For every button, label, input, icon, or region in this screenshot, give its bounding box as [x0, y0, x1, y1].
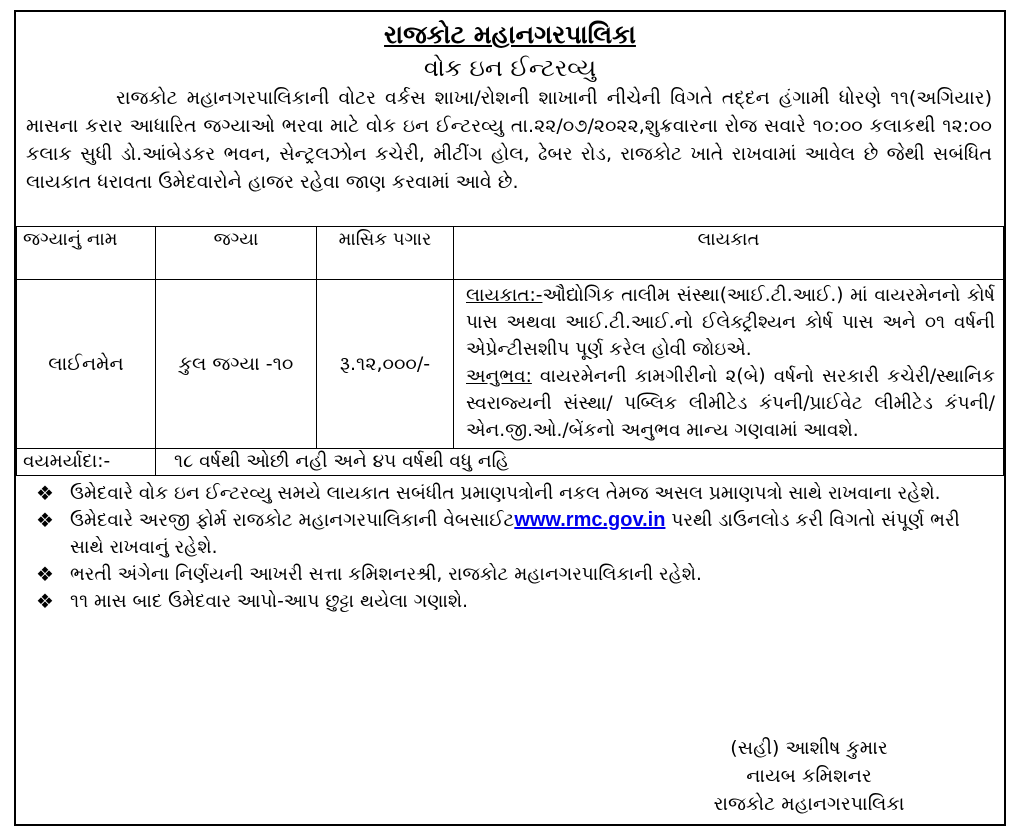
table-row: [17, 280, 1004, 449]
signatory-office: રાજકોટ મહાનગરપાલિકા: [713, 793, 905, 815]
header-qualification: લાયકાત: [454, 227, 1004, 280]
header-post-name: જગ્યાનું નામ: [17, 227, 156, 280]
list-item: [34, 480, 994, 507]
diamond-bullet-icon: ❖: [36, 508, 54, 532]
experience-label: અનુભવ:: [466, 366, 532, 387]
note-text: ભરતી અંગેના નિર્ણયની આખરી સત્તા કમિશનરશ્રી, રાજકોટ મહાનગરપાલિકાની રહેશે.: [70, 564, 702, 585]
header-salary: માસિક પગાર: [317, 227, 454, 280]
diamond-bullet-icon: ❖: [36, 562, 54, 586]
website-link[interactable]: www.rmc.gov.in: [514, 509, 666, 531]
diamond-bullet-icon: ❖: [36, 589, 54, 613]
cell-qualification: [454, 280, 1004, 449]
note-text: ઉમેદવારે વોક ઇન ઈન્ટરવ્યુ સમયે લાયકાત સબંધીત પ્રમાણપત્રોની નકલ તેમજ અસલ પ્રમાણપત્રો સાથે રાખવાના રહેશે.: [70, 483, 941, 504]
experience-text: વાયરમેનની કામગીરીનો ૨(બે) વર્ષનો સરકારી કચેરી/સ્થાનિક સ્વરાજ્યની સંસ્થા/ પબ્લિક લીમીટેડ કંપની/પ્રાઈવેટ લીમીટેડ કંપની/ એન.જી.ઓ./બેંકનો અનુભવ માન્ય ગણવામાં આવશે.: [466, 366, 995, 441]
cell-posts: કુલ જગ્યા -૧૦: [156, 280, 317, 449]
diamond-bullet-icon: ❖: [36, 481, 54, 505]
notice-title: રાજકોટ મહાનગરપાલિકા: [384, 20, 636, 49]
age-limit-label: વયમર્યાદા:-: [17, 449, 156, 476]
list-item: [34, 588, 994, 615]
notice-subtitle: વોક ઇન ઈન્ટરવ્યુ: [423, 54, 597, 82]
note-text: ૧૧ માસ બાદ ઉમેદવાર આપો-આપ છુટ્ટા થયેલા ગણાશે.: [70, 591, 469, 612]
intro-paragraph: રાજકોટ મહાનગરપાલિકાની વોટર વર્કસ શાખા/રોશની શાખાની નીચેની વિગતે તદ્દન હંગામી ધોરણે ૧૧(અગિયાર) માસના કરાર આધારિત જગ્યાઓ ભરવા માટે વોક ઇન ઈન્ટરવ્યુ તા.૨૨/૦૭/૨૦૨૨,શુક્રવારના રોજ સવારે ૧૦:૦૦ કલાકથી ૧૨:૦૦ કલાક સુધી ડો.આંબેડકર ભવન, સેન્ટ્રલઝોન કચેરી, મીટીંગ હોલ, ઢેબર રોડ, રાજકોટ ખાતે રાખવામાં આવેલ છે જેથી સબંધિત લાયકાત ધરાવતા ઉમેદવારોને હાજર રહેવા જાણ કરવામાં આવે છે.: [26, 87, 992, 193]
signature-block: [674, 734, 944, 818]
signatory-designation: નાયબ કમિશનર: [746, 765, 872, 787]
qualification-text: ઔદ્યોગિક તાલીમ સંસ્થા(આઈ.ટી.આઈ.) માં વાયરમેનનો કોર્ષ પાસ અથવા આઈ.ટી.આઈ.નો ઈલેક્ટ્રીશ્યન કોર્ષ પાસ અને ૦૧ વર્ષની એપ્રેન્ટીસશીપ પૂર્ણ કરેલ હોવી જોઇએ.: [466, 285, 995, 360]
header-posts: જગ્યા: [156, 227, 317, 280]
signatory-name: (સહી) આશીષ કુમાર: [730, 737, 888, 759]
note-text: ઉમેદવારે અરજી ફોર્મ રાજકોટ મહાનગરપાલિકાની વેબસાઈટ: [70, 510, 515, 531]
cell-salary: રૂ.૧૨,૦૦૦/-: [317, 280, 454, 449]
age-limit-text: ૧૮ વર્ષથી ઓછી નહી અને ૪૫ વર્ષથી વધુ નહિ: [156, 449, 1004, 476]
notes-list: [16, 476, 1004, 615]
table-header-row: [17, 227, 1004, 280]
list-item: [34, 507, 994, 561]
qualification-label: લાયકાત:-: [466, 285, 543, 306]
vacancy-table: [16, 226, 1004, 476]
age-limit-row: [17, 449, 1004, 476]
cell-post-name: લાઈનમેન: [17, 280, 156, 449]
list-item: [34, 561, 994, 588]
note-text: પરથી ડાઉનલોડ કરી વિગતો સંપૂર્ણ ભરી સાથે રાખવાનું રહેશે.: [70, 510, 960, 558]
notice-page: [14, 10, 1006, 826]
